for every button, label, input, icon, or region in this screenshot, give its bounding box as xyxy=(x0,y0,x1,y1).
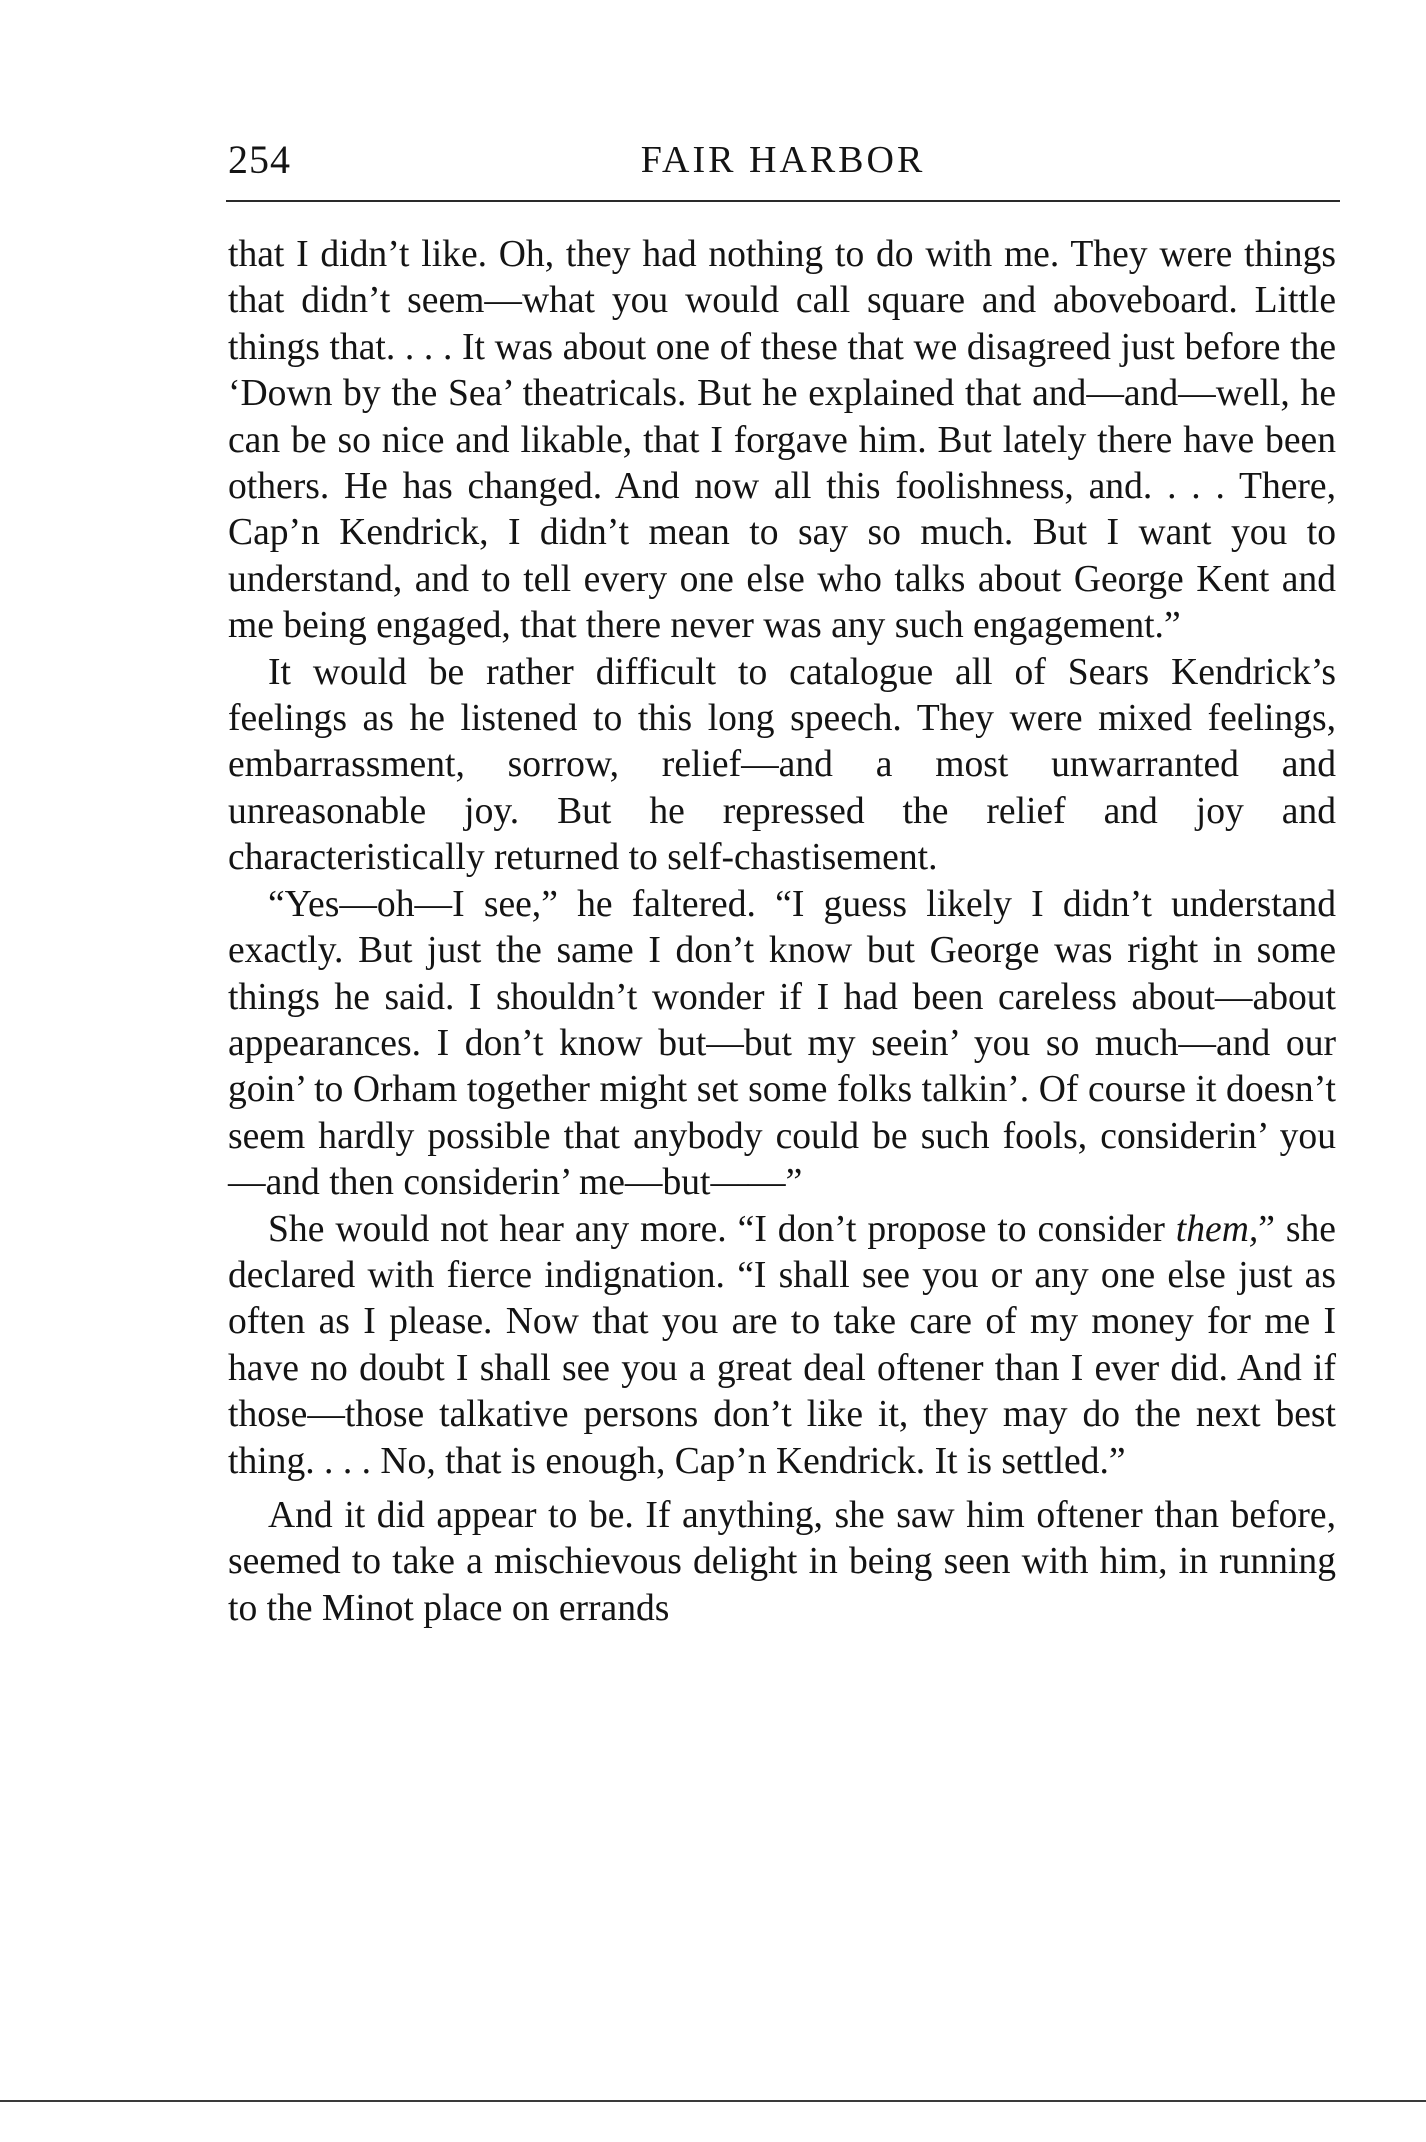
paragraph-text: that I didn’t like. Oh, they had nothing to do with me. They were things that didn’t seem—what you would call square and aboveboard. Little things that. . . . It was about one of these that we disagreed just before the ‘Down by the Sea’ theatricals. But he explained that and—and—well, he can be so nice and likable, that I forgave him. But lately there have been others. He has changed. And now all this foolishness, and. . . . There, Cap’n Kendrick, I didn’t mean to say so much. But I want you to understand, and to tell every one else who talks about George Kent and me being engaged, that there never was any such engagement.” xyxy=(228,234,1336,647)
page-header xyxy=(228,128,1338,188)
paragraph xyxy=(228,1207,1336,1485)
paragraph-text: It would be rather difficult to catalogue all of Sears Kendrick’s feelings as he listened to this long speech. They were mixed feelings, embarrassment, sorrow, relief—and a most unwarranted and unreasonable joy. But he repressed the relief and joy and characteristically returned to self-chastisement. xyxy=(228,651,1336,879)
header-rule xyxy=(226,200,1340,202)
page-number: 254 xyxy=(228,137,291,182)
italic-emphasis: them, xyxy=(1175,1208,1259,1250)
body-text xyxy=(228,232,1336,1632)
running-head: FAIR HARBOR xyxy=(640,139,926,181)
scan-edge-line xyxy=(0,2100,1426,2102)
paragraph xyxy=(228,1493,1336,1632)
paragraph-continuation xyxy=(228,232,1336,650)
paragraph-text: And it did appear to be. If anything, she saw him oftener than before, seemed to take a mischievous delight in being seen with him, in running to the Minot place on errands xyxy=(228,1494,1336,1629)
paragraph-text: She would not hear any more. “I don’t propose to consider xyxy=(268,1208,1176,1250)
paragraph xyxy=(228,882,1336,1207)
paragraph-text: “Yes—oh—I see,” he faltered. “I guess likely I didn’t understand exactly. But just the same I don’t know but George was right in some things he said. I shouldn’t wonder if I had been careless about—about appearances. I don’t know but—but my seein’ you so much—and our goin’ to Orham together might set some folks talkin’. Of course it doesn’t seem hardly possible that anybody could be such fools, considerin’ you—and then considerin’ me—but——” xyxy=(228,883,1336,1204)
paragraph-text: ” she declared with fierce indignation. “I shall see you or any one else just as often as I please. Now that you are to take care of my money for me I have no doubt I shall see you a great deal oftener than I ever did. And if those—those talkative persons don’t like it, they may do the next best thing. . . . No, that is enough, Cap’n Kendrick. It is settled.” xyxy=(228,1208,1336,1482)
paragraph xyxy=(228,650,1336,882)
